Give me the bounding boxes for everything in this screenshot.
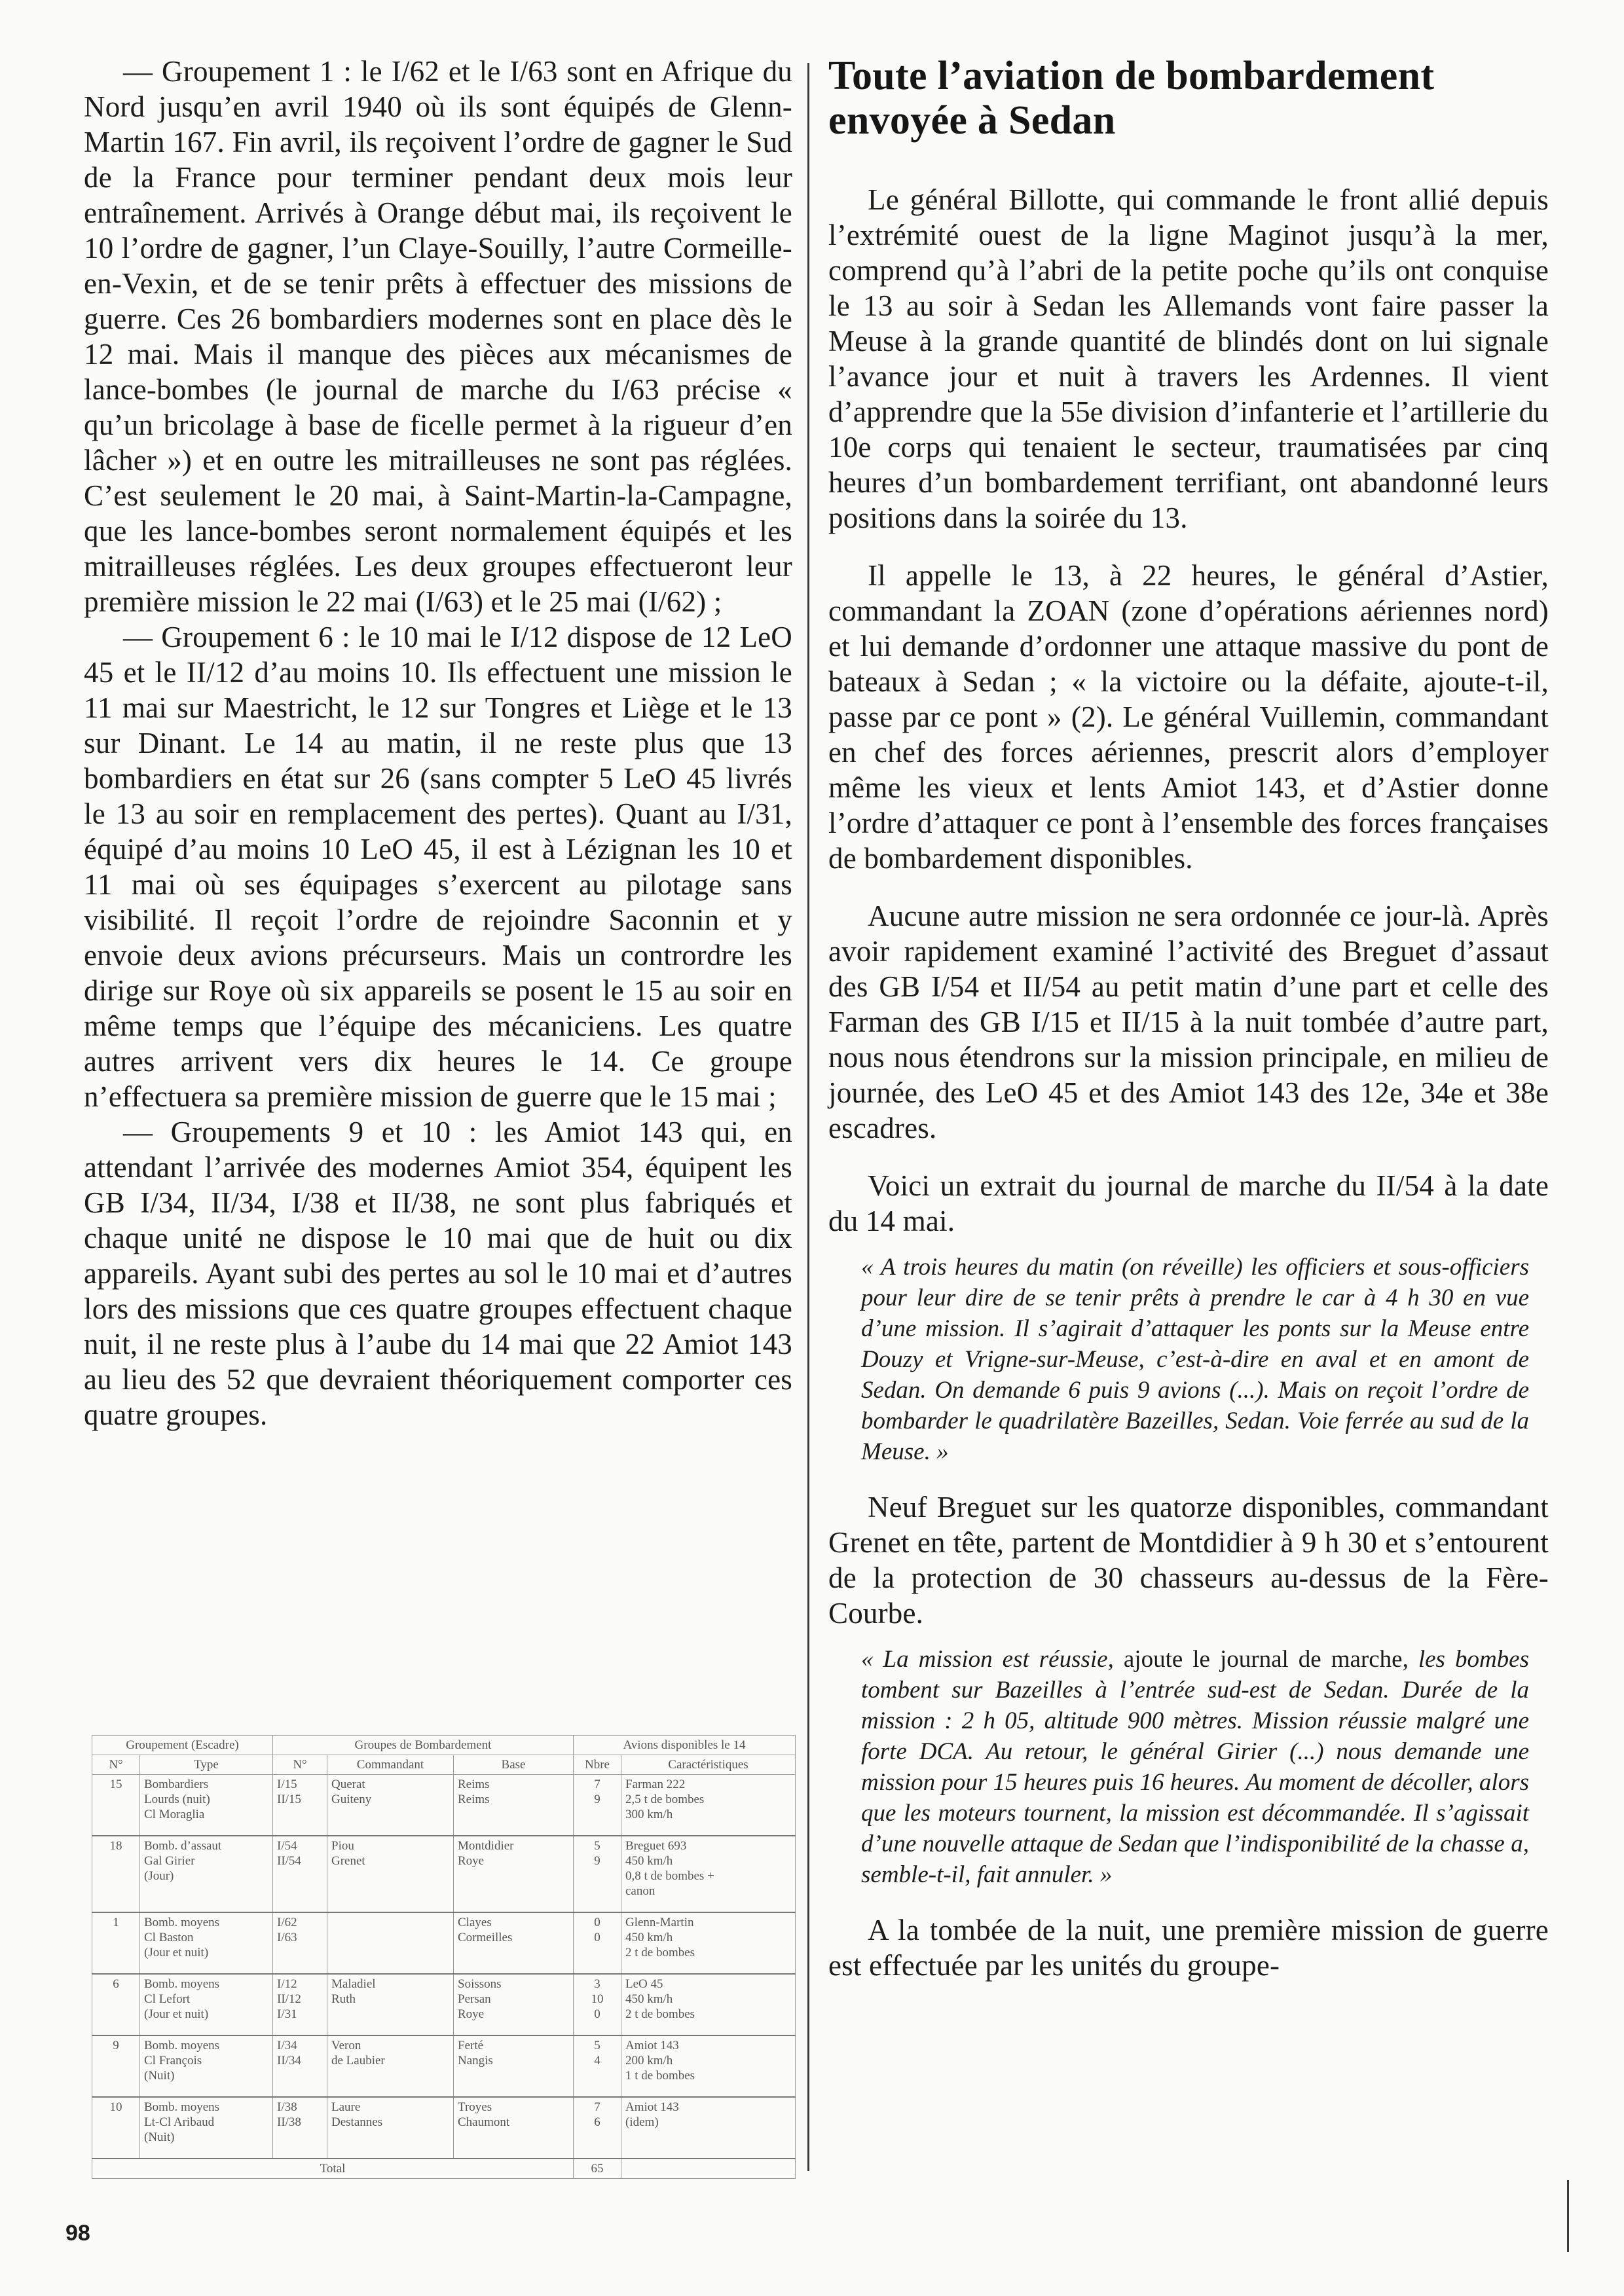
cell-groups <box>273 2035 327 2097</box>
cell-line: I/62 <box>277 1916 297 1929</box>
cell-line: I/31 <box>277 2007 297 2021</box>
cell-line: Montdidier <box>458 1839 514 1853</box>
cell-groups <box>273 1912 327 1974</box>
cell-escadre-number: 15 <box>92 1775 140 1836</box>
cell-cdts <box>327 1836 454 1912</box>
cell-line: Cl François <box>144 2054 202 2068</box>
quote-journal-1: « A trois heures du matin (on réveille) les officiers et sous-officiers pour leur dire de se tenir prêts à prendre le car à 4 h 30 en vue d’une mission. Il s’agirait d’attaquer les ponts sur la Meuse entre Douzy et Vrigne-sur-Meuse, c’est-à-dire en aval et en amont de Sedan. On demande 6 puis 9 avions (...). Mais on reçoit l’ordre de bombarder le quadrilatère Bazeilles, Sedan. Voie ferrée au sud de la Meuse. » <box>861 1254 1529 1465</box>
cell-line: Piou <box>331 1839 354 1853</box>
cell-line: Gal Girier <box>144 1854 195 1868</box>
cell-line: 450 km/h <box>625 1854 673 1868</box>
cell-line: 200 km/h <box>625 2054 673 2068</box>
cell-line: (Jour et nuit) <box>144 2007 209 2021</box>
paragraph-aucune-mission: Aucune autre mission ne sera ordonnée ce jour-là. Après avoir rapidement examiné l’activité des Breguet d’assaut des GB I/54 et II/54 au petit matin d’une part et celle des Farman des GB I/15 et II/15 à la nuit tombée d’autre part, nous nous étendrons sur la mission principale, en milieu de journée, des LeO 45 et des Amiot 143 des 12e, 34e et 38e escadres. <box>828 900 1549 1144</box>
cell-line: Bomb. moyens <box>144 1977 220 1991</box>
cell-line: 10 <box>591 1992 604 2006</box>
cell-line: canon <box>625 1884 655 1898</box>
cell-line: Destannes <box>331 2115 383 2129</box>
cell-line: Bomb. moyens <box>144 1916 220 1929</box>
cell-line: 0 <box>594 1916 600 1929</box>
cell-line: Amiot 143 <box>625 2039 679 2052</box>
cell-cdts <box>327 1974 454 2035</box>
cell-line: Ferté <box>458 2039 484 2052</box>
cell-line: Chaumont <box>458 2115 510 2129</box>
cell-groups <box>273 1974 327 2035</box>
cell-escadre-number: 9 <box>92 2035 140 2097</box>
cell-line: Persan <box>458 1992 491 2006</box>
cell-carac <box>621 1836 796 1912</box>
cell-line: (Nuit) <box>144 2130 175 2144</box>
cell-line: (idem) <box>625 2115 659 2129</box>
cell-line: Breguet 693 <box>625 1839 687 1853</box>
cell-line: 6 <box>594 2115 600 2129</box>
cell-bases <box>454 1775 574 1836</box>
cell-cdts <box>327 1775 454 1836</box>
cell-line: II/34 <box>277 2054 301 2068</box>
cell-line: II/15 <box>277 1793 301 1806</box>
cell-escadre-number: 1 <box>92 1912 140 1974</box>
header-commandant: Commandant <box>327 1755 454 1775</box>
column-divider <box>807 63 809 2171</box>
cell-line: Soissons <box>458 1977 502 1991</box>
cell-line: 4 <box>594 2054 600 2068</box>
cell-line: 7 <box>594 1777 600 1791</box>
cell-bases <box>454 1974 574 2035</box>
table-row <box>92 2035 796 2097</box>
cell-line: Roye <box>458 1854 485 1868</box>
cell-line: Laure <box>331 2100 361 2114</box>
cell-line: Guiteny <box>331 1793 372 1806</box>
paragraph-astier: Il appelle le 13, à 22 heures, le général d’Astier, commandant la ZOAN (zone d’opérations aériennes nord) et lui demande d’ordonner une attaque massive du pont de bateaux à Sedan ; « la victoire ou la défaite, ajoute-t-il, passe par ce pont » (2). Le général Vuillemin, commandant en chef des forces aériennes, prescrit alors d’employer même les vieux et lents Amiot 143, et d’Astier donne l’ordre d’attaquer ce pont à l’ensemble des forces françaises de bombardement disponibles. <box>828 559 1549 875</box>
cell-groups <box>273 2097 327 2159</box>
total-label: Total <box>92 2159 574 2179</box>
table-body <box>92 1775 796 2159</box>
quote2-attribution: ajoute le journal de marche, <box>1113 1646 1418 1673</box>
cell-line: Cl Moraglia <box>144 1808 205 1821</box>
paragraph-groupement-1: — Groupement 1 : le I/62 et le I/63 sont en Afrique du Nord jusqu’en avril 1940 où ils sont équipés de Glenn-Martin 167. Fin avril, ils reçoivent l’ordre de gagner le Sud de la France pour terminer pendant deux mois leur entraînement. Arrivés à Orange début mai, ils reçoivent le 10 l’ordre de gagner, l’un Claye-Souilly, l’autre Cormeille-en-Vexin, et de se tenir prêts à effectuer des missions de guerre. Ces 26 bombardiers modernes sont en place dès le 12 mai. Mais il manque des pièces aux mécanismes de lance-bombes (le journal de marche du I/63 précise « qu’un bricolage à base de ficelle permet à la rigueur d’en lâcher ») et en outre les mitrailleuses ne sont pas réglées. C’est seulement le 20 mai, à Saint-Martin-la-Campagne, que les lance-bombes seront normalement équipés et les mitrailleuses réglées. Les deux groupes effectueront leur première mission le 22 mai (I/63) et le 25 mai (I/62) ; <box>84 55 792 618</box>
cell-line: Ruth <box>331 1992 356 2006</box>
header-caracteristiques: Caractéristiques <box>621 1755 796 1775</box>
paragraph-tombee-nuit: A la tombée de la nuit, une première mission de guerre est effectuée par les unités du groupe- <box>828 1914 1549 1982</box>
cell-line: de Laubier <box>331 2054 385 2068</box>
cell-bases <box>454 2097 574 2159</box>
cell-line: II/54 <box>277 1854 301 1868</box>
cell-line: I/12 <box>277 1977 297 1991</box>
cell-line: I/63 <box>277 1931 297 1944</box>
header-groupement: Groupement (Escadre) <box>92 1736 273 1755</box>
cell-nbres <box>574 1974 621 2035</box>
cell-type <box>140 2035 273 2097</box>
heading-line-2: envoyée à Sedan <box>828 98 1116 143</box>
cell-carac <box>621 2035 796 2097</box>
cell-nbres <box>574 1775 621 1836</box>
cell-line: 5 <box>594 2039 600 2052</box>
cell-line: Cl Lefort <box>144 1992 191 2006</box>
cell-line: 3 <box>594 1977 600 1991</box>
cell-line: Querat <box>331 1777 365 1791</box>
cell-line: Bomb. moyens <box>144 2100 220 2114</box>
cell-nbres <box>574 1836 621 1912</box>
cell-line: II/38 <box>277 2115 301 2129</box>
cell-cdts <box>327 1912 454 1974</box>
cell-line: 2 t de bombes <box>625 1946 695 1959</box>
cell-carac <box>621 2097 796 2159</box>
header-nbre: Nbre <box>574 1755 621 1775</box>
quote-journal-2 <box>828 1644 1549 1890</box>
cell-carac <box>621 1974 796 2035</box>
cell-bases <box>454 1912 574 1974</box>
cell-line: Lt-Cl Aribaud <box>144 2115 215 2129</box>
cell-type <box>140 2097 273 2159</box>
cell-line: Cormeilles <box>458 1931 513 1944</box>
cell-line: Roye <box>458 2007 485 2021</box>
cell-line: 0 <box>594 2007 600 2021</box>
cell-line: 2,5 t de bombes <box>625 1793 705 1806</box>
cell-line: Bombardiers <box>144 1777 209 1791</box>
header-type: Type <box>140 1755 273 1775</box>
paragraph-extrait: Voici un extrait du journal de marche du II/54 à la date du 14 mai. <box>828 1169 1549 1237</box>
cell-type <box>140 1974 273 2035</box>
cell-escadre-number: 18 <box>92 1836 140 1912</box>
total-value: 65 <box>574 2159 621 2179</box>
cell-line: 0,8 t de bombes + <box>625 1869 714 1883</box>
cell-line: 2 t de bombes <box>625 2007 695 2021</box>
cell-line: Farman 222 <box>625 1777 686 1791</box>
cell-type <box>140 1836 273 1912</box>
heading-line-1: Toute l’aviation de bombardement <box>828 54 1435 98</box>
cell-line: 450 km/h <box>625 1992 673 2006</box>
cell-bases <box>454 2035 574 2097</box>
cell-line: Grenet <box>331 1854 365 1868</box>
header-base: Base <box>454 1755 574 1775</box>
cell-escadre-number: 6 <box>92 1974 140 2035</box>
left-column <box>84 54 792 1432</box>
cell-line: LeO 45 <box>625 1977 663 1991</box>
cell-line: I/34 <box>277 2039 297 2052</box>
paragraph-groupement-6: — Groupement 6 : le 10 mai le I/12 dispose de 12 LeO 45 et le II/12 d’au moins 10. Ils effectuent une mission le 11 mai sur Maestricht, le 12 sur Tongres et Liège et le 13 sur Dinant. Le 14 au matin, il ne reste plus que 13 bombardiers en état sur 26 (sans compter 5 LeO 45 livrés le 13 au soir en remplacement des pertes). Quant au I/31, équipé d’au moins 10 LeO 45, il est à Lézignan les 10 et 11 mai où ses équipages s’exercent au pilotage sans visibilité. Il reçoit l’ordre de rejoindre Saconnin et y envoie deux avions précurseurs. Mais un contrordre les dirige sur Roye où six appareils se posent le 15 au soir en même temps que l’équipe des mécaniciens. Les quatre autres arrivent vers dix heures le 14. Ce groupe n’effectuera sa première mission de guerre que le 15 mai ; <box>84 621 792 1113</box>
cell-bases <box>454 1836 574 1912</box>
cell-nbres <box>574 2035 621 2097</box>
cell-line: Glenn-Martin <box>625 1916 694 1929</box>
cell-line: (Nuit) <box>144 2069 175 2083</box>
cell-line: Lourds (nuit) <box>144 1793 210 1806</box>
cell-line: (Jour) <box>144 1869 174 1883</box>
cell-line: I/15 <box>277 1777 297 1791</box>
cell-carac <box>621 1775 796 1836</box>
cell-line: Bomb. d’assaut <box>144 1839 222 1853</box>
quote2-start: « La mission est réussie, <box>861 1646 1114 1673</box>
page-number: 98 <box>65 2221 90 2246</box>
table-row <box>92 2097 796 2159</box>
cell-line: I/54 <box>277 1839 297 1853</box>
table-row <box>92 1836 796 1912</box>
table-row <box>92 1974 796 2035</box>
cell-line: 7 <box>594 2100 600 2114</box>
paragraph-groupements-9-10: — Groupements 9 et 10 : les Amiot 143 qui, en attendant l’arrivée des modernes Amiot 354, équipent les GB I/34, II/34, I/38 et II/38, ne sont plus fabriqués et chaque unité ne dispose le 10 mai que de huit ou dix appareils. Ayant subi des pertes au sol le 10 mai et d’autres lors des missions que ces quatre groupes effectuent chaque nuit, il ne reste plus à l’aube du 14 mai que 22 Amiot 143 au lieu des 52 que devraient théoriquement comporter ces quatre groupes. <box>84 1116 792 1431</box>
cell-line: 300 km/h <box>625 1808 673 1821</box>
cell-line: 9 <box>594 1854 600 1868</box>
header-groupes: Groupes de Bombardement <box>273 1736 574 1755</box>
paragraph-billotte: Le général Billotte, qui commande le front allié depuis l’extrémité ouest de la ligne Maginot jusqu’à la mer, comprend qu’à l’abri de la petite poche qu’ils ont conquise le 13 au soir à Sedan les Allemands vont faire passer la Meuse à la grande quantité de blindés dont on lui signale l’avance jour et nuit à travers les Ardennes. Il vient d’apprendre que la 55e division d’infanterie et l’artillerie du 10e corps qui tenaient le secteur, traumatisées par cinq heures d’un bombardement terrifiant, ont abandonné leurs positions dans la soirée du 13. <box>828 183 1549 534</box>
paragraph-breguet: Neuf Breguet sur les quatorze disponibles, commandant Grenet en tête, partent de Montdidier à 9 h 30 et s’entourent de la protection de 30 chasseurs au-dessus de la Fère-Courbe. <box>828 1491 1549 1630</box>
cell-type <box>140 1912 273 1974</box>
cell-line: 5 <box>594 1839 600 1853</box>
cell-groups <box>273 1775 327 1836</box>
cell-line: 9 <box>594 1793 600 1806</box>
cell-line: Maladiel <box>331 1977 376 1991</box>
header-avions: Avions disponibles le 14 <box>574 1736 796 1755</box>
cell-line: Reims <box>458 1793 490 1806</box>
cell-line: Troyes <box>458 2100 492 2114</box>
cell-line: I/38 <box>277 2100 297 2114</box>
table-row <box>92 1775 796 1836</box>
cell-line: Nangis <box>458 2054 493 2068</box>
quote2-rest: les bombes tombent sur Bazeilles à l’entrée sud-est de Sedan. Durée de la mission : 2 h 05, altitude 900 mètres. Mission réussie malgré une forte DCA. Au retour, le général Girier (...) nous demande une mission pour 15 heures puis 16 heures. Au moment de décoller, alors que les moteurs tournent, la mission est décommandée. Il s’agissait d’une nouvelle attaque de Sedan que l’indisponibilité de la chasse a, semble-t-il, fait annuler. » <box>861 1646 1529 1888</box>
table-row <box>92 1912 796 1974</box>
cell-line: Clayes <box>458 1916 492 1929</box>
cell-line: Veron <box>331 2039 361 2052</box>
cell-line: 1 t de bombes <box>625 2069 695 2083</box>
cell-carac <box>621 1912 796 1974</box>
cell-nbres <box>574 2097 621 2159</box>
cell-cdts <box>327 2035 454 2097</box>
cell-line: Amiot 143 <box>625 2100 679 2114</box>
cell-escadre-number: 10 <box>92 2097 140 2159</box>
section-heading <box>828 54 1549 143</box>
cell-line: Cl Baston <box>144 1931 194 1944</box>
cell-line: (Jour et nuit) <box>144 1946 209 1959</box>
cell-line: Bomb. moyens <box>144 2039 220 2052</box>
bomber-groups-table <box>92 1735 796 2179</box>
cell-line: 450 km/h <box>625 1931 673 1944</box>
cell-type <box>140 1775 273 1836</box>
cell-nbres <box>574 1912 621 1974</box>
cell-line: 0 <box>594 1931 600 1944</box>
cell-line: Reims <box>458 1777 490 1791</box>
cell-groups <box>273 1836 327 1912</box>
cell-cdts <box>327 2097 454 2159</box>
cell-line: II/12 <box>277 1992 301 2006</box>
right-column <box>828 54 1549 1983</box>
header-n2: N° <box>273 1755 327 1775</box>
header-n: N° <box>92 1755 140 1775</box>
right-edge-rule <box>1567 2180 1569 2252</box>
